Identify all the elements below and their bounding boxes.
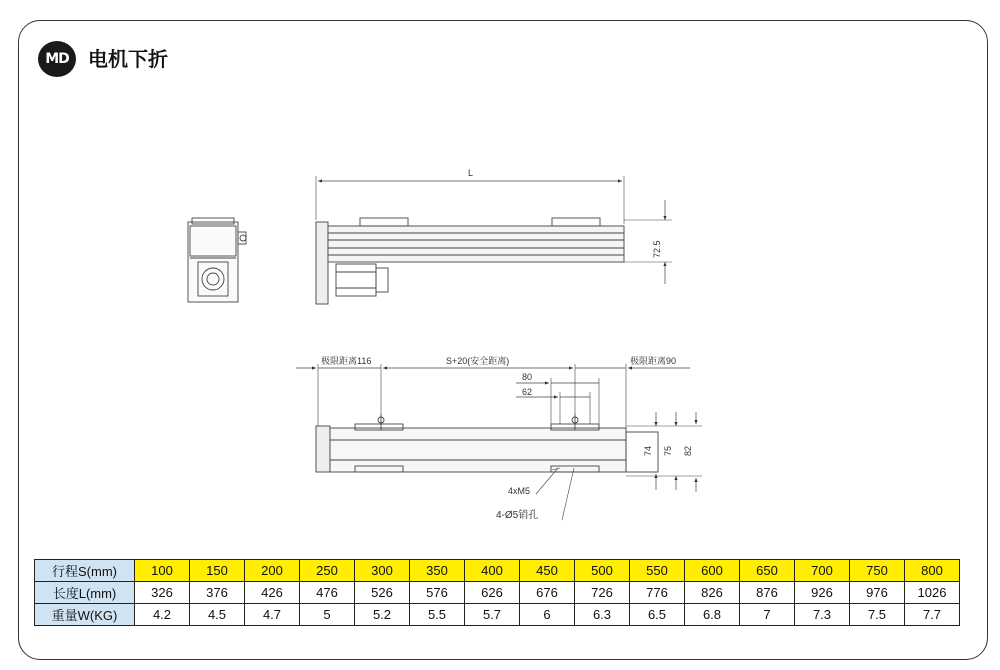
table-cell: 5 [300, 604, 355, 626]
table-cell: 5.7 [465, 604, 520, 626]
dim-75-label: 75 [663, 445, 673, 456]
row-header: 重量W(KG) [35, 604, 135, 626]
table-cell: 6.3 [575, 604, 630, 626]
table-cell: 100 [135, 560, 190, 582]
table-row-weight [35, 604, 960, 626]
table-cell: 600 [685, 560, 740, 582]
table-cell: 976 [850, 582, 905, 604]
table-cell: 1026 [905, 582, 960, 604]
table-cell: 4.5 [190, 604, 245, 626]
dim-80-label: 80 [522, 372, 533, 382]
table-cell: 526 [355, 582, 410, 604]
table-cell: 450 [520, 560, 575, 582]
table-cell: 826 [685, 582, 740, 604]
table-cell: 576 [410, 582, 465, 604]
side-view [316, 176, 672, 304]
table-cell: 4.7 [245, 604, 300, 626]
table-cell: 7.7 [905, 604, 960, 626]
dim-74-label: 74 [643, 445, 653, 456]
table-cell: 700 [795, 560, 850, 582]
table-cell: 6.5 [630, 604, 685, 626]
left-limit-label: 极限距离116 [321, 356, 372, 366]
table-cell: 300 [355, 560, 410, 582]
table-cell: 7.3 [795, 604, 850, 626]
table-cell: 4.2 [135, 604, 190, 626]
table-cell: 800 [905, 560, 960, 582]
table-cell: 726 [575, 582, 630, 604]
table-cell: 150 [190, 560, 245, 582]
plan-view [296, 364, 702, 520]
table-cell: 626 [465, 582, 520, 604]
length-dim-label: L [468, 168, 474, 178]
table-cell: 7 [740, 604, 795, 626]
table-cell: 7.5 [850, 604, 905, 626]
table-cell: 376 [190, 582, 245, 604]
table-cell: 926 [795, 582, 850, 604]
table-cell: 550 [630, 560, 685, 582]
table-row-stroke [35, 560, 960, 582]
pin-hole-label: 4-Ø5销孔 [496, 510, 539, 521]
table-cell: 326 [135, 582, 190, 604]
row-header: 长度L(mm) [35, 582, 135, 604]
table-cell: 200 [245, 560, 300, 582]
table-cell: 776 [630, 582, 685, 604]
page-title: 电机下折 [88, 47, 168, 71]
dim-62-label: 62 [522, 387, 533, 397]
table-cell: 350 [410, 560, 465, 582]
dim-82-label: 82 [683, 445, 693, 456]
height-dim-label: 72.5 [652, 240, 662, 258]
table-cell: 876 [740, 582, 795, 604]
table-cell: 6.8 [685, 604, 740, 626]
table-cell: 650 [740, 560, 795, 582]
table-row-length [35, 582, 960, 604]
row-header: 行程S(mm) [35, 560, 135, 582]
screw-label: 4xM5 [508, 486, 531, 496]
table-cell: 5.2 [355, 604, 410, 626]
right-limit-label: 极限距离90 [630, 356, 677, 366]
table-cell: 400 [465, 560, 520, 582]
end-view [188, 218, 246, 302]
table-cell: 5.5 [410, 604, 465, 626]
stroke-dim-label: S+20(安全距离) [446, 356, 510, 366]
spec-table [34, 559, 960, 626]
table-cell: 250 [300, 560, 355, 582]
table-cell: 426 [245, 582, 300, 604]
table-cell: 6 [520, 604, 575, 626]
table-cell: 676 [520, 582, 575, 604]
table-cell: 750 [850, 560, 905, 582]
table-cell: 500 [575, 560, 630, 582]
table-cell: 476 [300, 582, 355, 604]
model-badge: MD [38, 41, 76, 77]
